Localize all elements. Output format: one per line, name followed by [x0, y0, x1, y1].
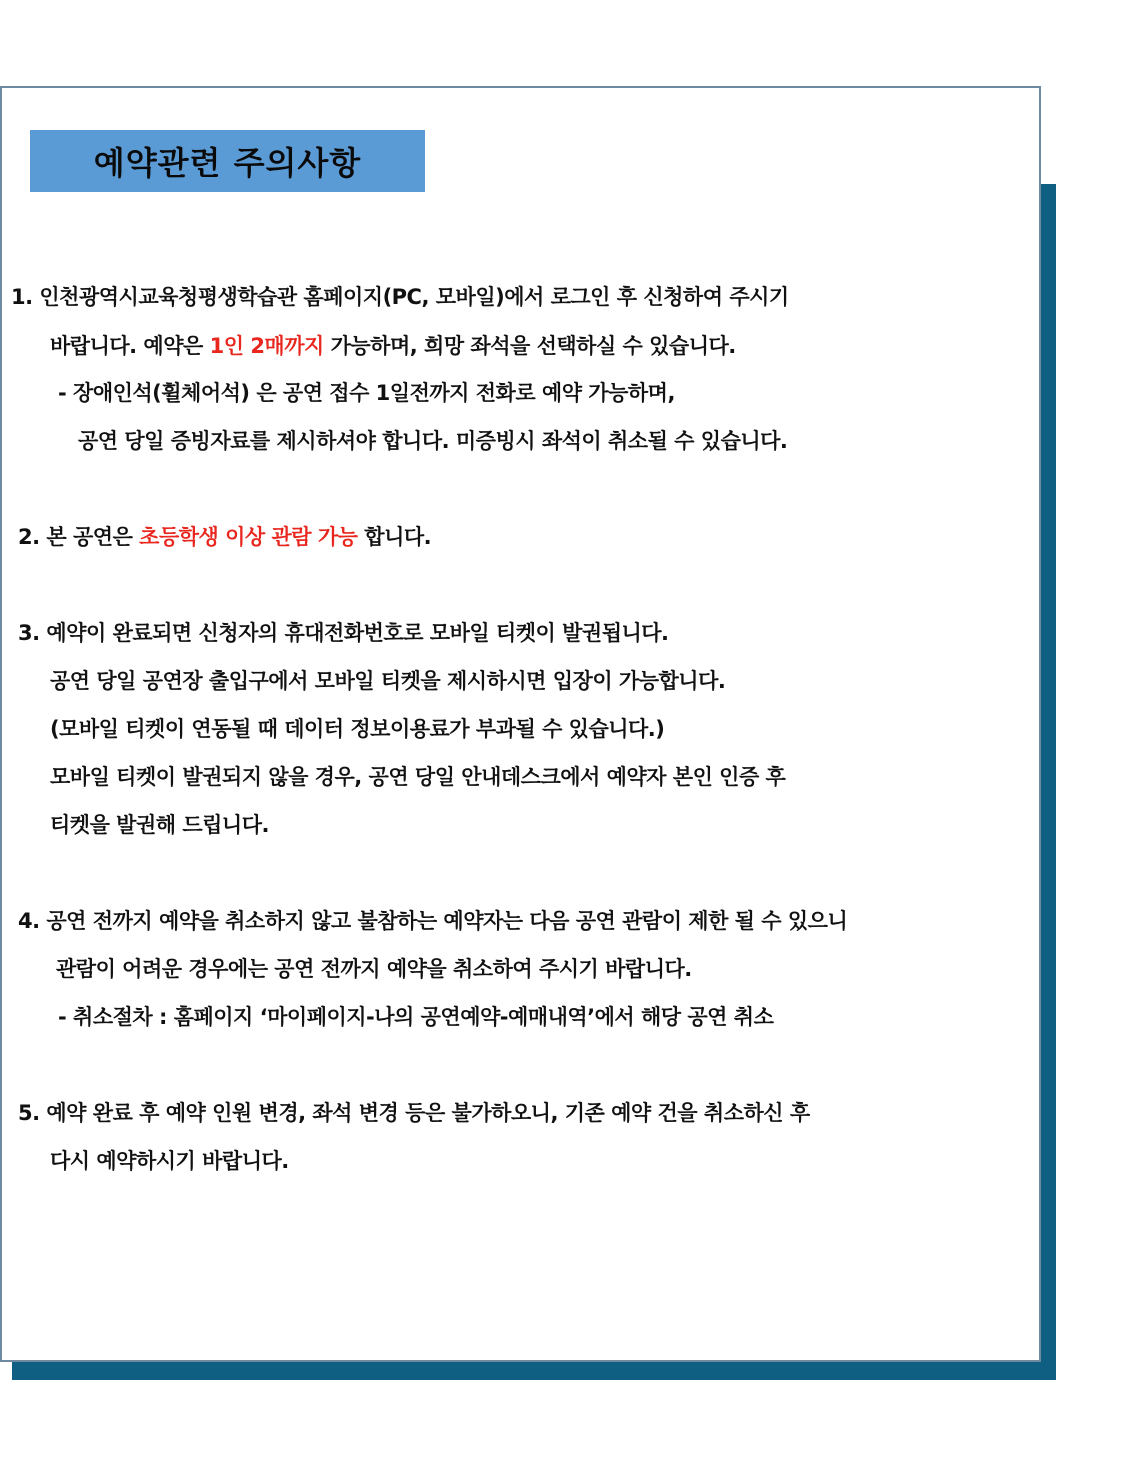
item1-line1: 1. 인천광역시교육청평생학습관 홈페이지(PC, 모바일)에서 로그인 후 신청하여 주시기 [11, 285, 789, 309]
item3-line4: 모바일 티켓이 발권되지 않을 경우, 공연 당일 안내데스크에서 예약자 본인 인증 후 [50, 765, 786, 789]
item1-line2 [50, 331, 736, 361]
item5-line1: 5. 예약 완료 후 예약 인원 변경, 좌석 변경 등은 불가하오니, 기존 예약 건을 취소하신 후 [18, 1101, 810, 1125]
item3-line5: 티켓을 발권해 드립니다. [50, 813, 269, 837]
item2-line [18, 522, 431, 552]
item3-line3: (모바일 티켓이 연동될 때 데이터 정보이용료가 부과될 수 있습니다.) [50, 717, 665, 741]
item3-line2: 공연 당일 공연장 출입구에서 모바일 티켓을 제시하시면 입장이 가능합니다. [50, 669, 726, 693]
page-title: 예약관련 주의사항 [93, 144, 362, 182]
title-banner [30, 130, 425, 192]
item1-line4: 공연 당일 증빙자료를 제시하셔야 합니다. 미증빙시 좌석이 취소될 수 있습니다. [78, 429, 788, 453]
item4-line2: 관람이 어려운 경우에는 공연 전까지 예약을 취소하여 주시기 바랍니다. [56, 957, 692, 981]
item3-line1: 3. 예약이 완료되면 신청자의 휴대전화번호로 모바일 티켓이 발권됩니다. [18, 621, 669, 645]
item2-pre: 2. 본 공연은 [18, 525, 140, 549]
item5-line2: 다시 예약하시기 바랍니다. [50, 1149, 289, 1173]
item1-line2-pre: 바랍니다. 예약은 [50, 334, 210, 358]
item4-line1: 4. 공연 전까지 예약을 취소하지 않고 불참하는 예약자는 다음 공연 관람이 제한 될 수 있으니 [18, 909, 848, 933]
item1-highlight: 1인 2매까지 [209, 334, 324, 358]
item2-highlight: 초등학생 이상 관람 가능 [139, 525, 358, 549]
item4-line3: - 취소절차 : 홈페이지 ‘마이페이지-나의 공연예약-예매내역’에서 해당 공연 취소 [58, 1005, 774, 1029]
item2-post: 합니다. [357, 525, 432, 549]
item1-line2-post: 가능하며, 희망 좌석을 선택하실 수 있습니다. [323, 334, 736, 358]
item1-line3: - 장애인석(휠체어석) 은 공연 접수 1일전까지 전화로 예약 가능하며, [58, 381, 675, 405]
